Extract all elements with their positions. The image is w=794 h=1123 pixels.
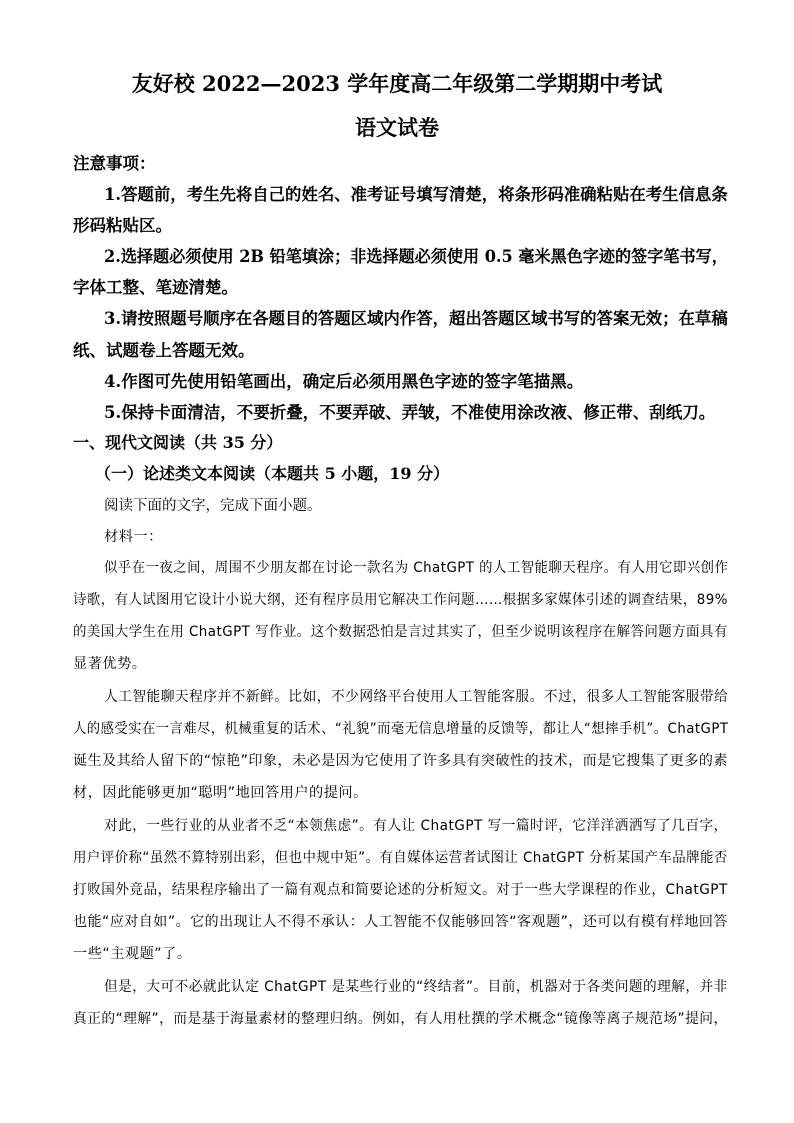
article-line: 人的感受实在一言难尽，机械重复的话术、“礼貌”而毫无信息增量的反馈等，都让人“想摔手机”。ChatGPT [73, 721, 729, 737]
notice-line: 5.保持卡面清洁，不要折叠，不要弄破、弄皱，不准使用涂改液、修正带、刮纸刀。 [104, 403, 716, 422]
article-line: 但是，大可不必就此认定 ChatGPT 是某些行业的“终结者”。目前，机器对于各类问题的理解，并非 [104, 979, 728, 995]
part-title: 一、现代文阅读（共 35 分） [73, 433, 283, 452]
article-line: 一些“主观题”了。 [73, 946, 192, 962]
instruction-text: 阅读下面的文字，完成下面小题。 [104, 498, 322, 514]
notice-line: 纸、试题卷上答题无效。 [73, 341, 255, 360]
article-line: 真正的“理解”，而是基于海量素材的整理归纳。例如，有人用杜撰的学术概念“镜像等离子规范场”提问， [73, 1011, 728, 1027]
article-line: 显著优势。 [73, 656, 147, 672]
notice-line: 2.选择题必须使用 2B 铅笔填涂；非选择题必须使用 0.5 毫米黑色字迹的签字笔书写， [104, 247, 728, 266]
notice-line: 形码粘贴区。 [73, 216, 172, 235]
sub-section-title: （一）论述类文本阅读（本题共 5 小题，19 分） [95, 464, 450, 483]
article-line: 的美国大学生在用 ChatGPT 写作业。这个数据恐怕是言过其实了，但至少说明该程序在解答问题方面具有 [73, 624, 728, 640]
article-line: 诗歌，有人试图用它设计小说大纲，还有程序员用它解决工作问题……根据多家媒体引述的调查结果，89% [73, 592, 728, 608]
article-line: 诞生及其给人留下的“惊艳”印象，未必是因为它使用了许多具有突破性的技术，而是它搜集了更多的素 [73, 753, 728, 769]
material-label: 材料一： [104, 529, 163, 545]
article-line: 打败国外竞品，结果程序输出了一篇有观点和简要论述的分析短文。对于一些大学课程的作业，ChatGPT [73, 882, 728, 898]
exam-subtitle: 语文试卷 [355, 115, 439, 140]
article-line: 人工智能聊天程序并不新鲜。比如，不少网络平台使用人工智能客服。不过，很多人工智能客服带给 [104, 689, 729, 705]
article-line: 材，因此能够更加“聪明”地回答用户的提问。 [73, 785, 368, 801]
exam-title: 友好校 2022—2023 学年度高二年级第二学期期中考试 [131, 71, 663, 96]
notice-line: 字体工整、笔迹清楚。 [73, 278, 238, 297]
notice-line: 1.答题前，考生先将自己的姓名、准考证号填写清楚，将条形码准确粘贴在考生信息条 [104, 185, 728, 204]
notice-line: 3.请按照题号顺序在各题目的答题区域内作答，超出答题区域书写的答案无效；在草稿 [104, 309, 728, 328]
article-line: 似乎在一夜之间，周围不少朋友都在讨论一款名为 ChatGPT 的人工智能聊天程序。有人用它即兴创作 [104, 560, 729, 576]
article-line: 对此，一些行业的从业者不乏“本领焦虑”。有人让 ChatGPT 写一篇时评，它洋洋洒洒写了几百字， [104, 818, 728, 834]
notice-heading: 注意事项： [73, 154, 156, 173]
notice-line: 4.作图可先使用铅笔画出，确定后必须用黑色字迹的签字笔描黑。 [104, 372, 584, 391]
article-line: 也能“应对自如”。它的出现让人不得不承认：人工智能不仅能够回答“客观题”，还可以有模有样地回答 [73, 914, 728, 930]
article-line: 用户评价称“虽然不算特别出彩，但也中规中矩”。有自媒体运营者试图让 ChatGPT 分析某国产车品牌能否 [73, 850, 728, 866]
